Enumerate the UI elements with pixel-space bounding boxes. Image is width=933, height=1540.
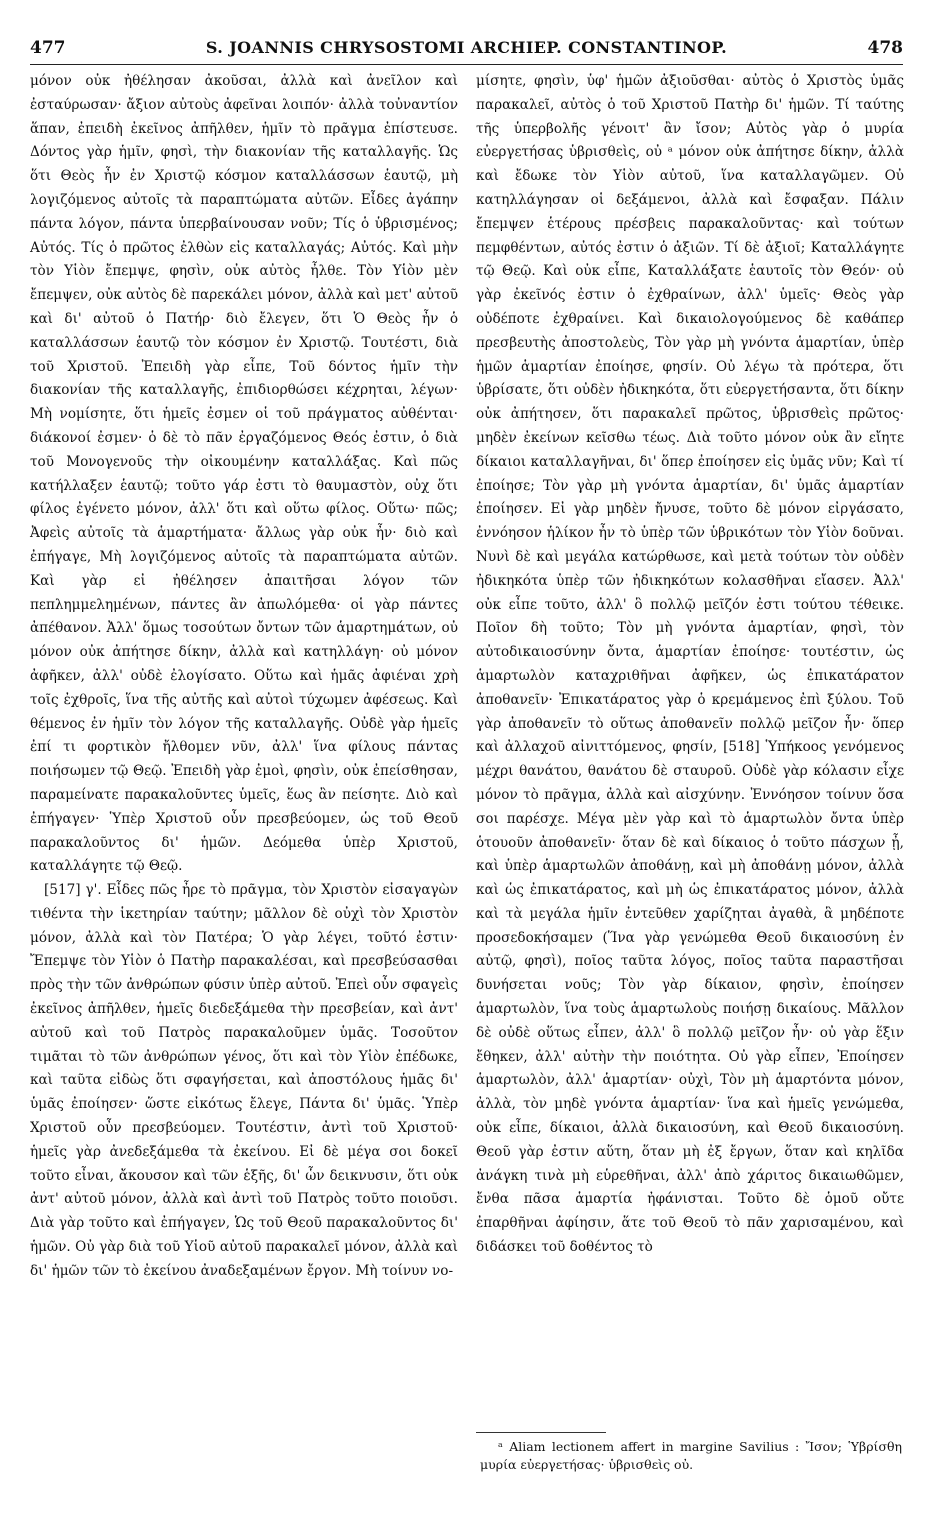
left-column [30, 70, 458, 1284]
footnote-rule [476, 1432, 606, 1433]
left-paragraph-2: [517] γ'. Εἶδες πῶς ἦρε τὸ πρᾶγμα, τὸν Χριστὸν εἰσαγαγὼν τιθέντα τὴν ἱκετηρίαν ταύτην; μᾶλλον δὲ οὐχὶ τὸν Χριστὸν μόνον, ἀλλὰ καὶ τὸν Πατέρα; Ὁ γὰρ λέγει, τοῦτό ἐστιν· Ἔπεμψε τὸν Υἱὸν ὁ Πατὴρ παρακαλέσαι, καὶ πρεσβεύσασθαι πρὸς τὴν τῶν ἀνθρώπων φύσιν ὑπὲρ αὐτοῦ. Ἐπεὶ οὖν σφαγεὶς ἐκεῖνος ἀπῆλθεν, ἡμεῖς διεδεξάμεθα τὴν πρεσβείαν, καὶ ἀντ' αὐτοῦ καὶ τοῦ Πατρὸς παρακαλοῦμεν ὑμᾶς. Τοσοῦτον τιμᾶται τὸ τῶν ἀνθρώπων γένος, ὅτι καὶ τὸν Υἱὸν ἐπέδωκε, καὶ ταῦτα εἰδὼς ὅτι σφαγήσεται, καὶ ἀποστόλους ἡμᾶς δι' ὑμᾶς ἐποίησεν· ὥστε εἰκότως ἔλεγε, Πάντα δι' ὑμᾶς. Ὑπὲρ Χριστοῦ οὖν πρεσβεύομεν. Τουτέστιν, ἀντὶ τοῦ Χριστοῦ· ἡμεῖς γὰρ ἀνεδεξάμεθα τὰ ἐκείνου. Εἰ δὲ μέγα σοι δοκεῖ τοῦτο εἶναι, ἄκουσον καὶ τῶν ἑξῆς, δι' ὧν δεικνυσιν, ὅτι οὐκ ἀντ' αὐτοῦ μόνον, ἀλλὰ καὶ ἀντὶ τοῦ Πατρὸς τοῦτο ποιοῦσι. Διὰ γὰρ τοῦτο καὶ ἐπήγαγεν, Ὡς τοῦ Θεοῦ παρακαλοῦντος δι' ἡμῶν. Οὐ γὰρ διὰ τοῦ Υἱοῦ αὐτοῦ παρακαλεῖ μόνον, ἀλλὰ καὶ δι' ἡμῶν τῶν τὸ ἐκείνου ἀναδεξαμένων ἔργον. Μὴ τοίνυν νο- [30, 882, 458, 1279]
right-column [476, 70, 904, 1260]
page-number-left: 477 [30, 38, 66, 58]
footnote-text: ᵃ Aliam lectionem affert in margine Savilius : Ἴσον; Ὑβρίσθη μυρία εὐεργετήσας· ὑβρισθεὶς οὐ. [480, 1439, 902, 1472]
left-paragraph-1: μόνον οὐκ ἠθέλησαν ἀκοῦσαι, ἀλλὰ καὶ ἀνεῖλον καὶ ἐσταύρωσαν· ἄξιον αὐτοὺς ἀφεῖναι λοιπόν· ἀλλὰ τοὐναντίον ἅπαν, ἐπειδὴ ἐκεῖνος ἀπῆλθεν, ἡμῖν τὸ πρᾶγμα ἐπίστευσε. Δόντος γὰρ ἡμῖν, φησὶ, τὴν διακονίαν τῆς καταλλαγῆς. Ὡς ὅτι Θεὸς ἦν ἐν Χριστῷ κόσμον καταλλάσσων ἑαυτῷ, μὴ λογιζόμενος αὐτοῖς τὰ παραπτώματα αὐτῶν. Εἶδες ἀγάπην πάντα λόγον, πάντα ὑπερβαίνουσαν νοῦν; Τίς ὁ ὑβρισμένος; Αὐτός. Τίς ὁ πρῶτος ἐλθὼν εἰς καταλλαγάς; Αὐτός. Καὶ μὴν τὸν Υἱὸν ἔπεμψε, φησὶν, οὐκ αὐτὸς ἦλθε. Τὸν Υἱὸν μὲν ἔπεμψεν, οὐκ αὐτὸς δὲ παρεκάλει μόνον, ἀλλὰ καὶ μετ' αὐτοῦ καὶ δι' αὐτοῦ ὁ Πατήρ· διὸ ἔλεγεν, ὅτι Ὁ Θεὸς ἦν ὁ καταλλάσσων ἑαυτῷ τὸν κόσμον ἐν Χριστῷ. Τουτέστι, διὰ τοῦ Χριστοῦ. Ἐπειδὴ γὰρ εἶπε, Τοῦ δόντος ἡμῖν τὴν διακονίαν τῆς καταλλαγῆς, ἐπιδιορθώσει κέχρηται, λέγων· Μὴ νομίσητε, ὅτι ἡμεῖς ἐσμεν οἱ τοῦ πράγματος αὐθένται· διάκονοί ἐσμεν· ὁ δὲ τὸ πᾶν ἐργαζόμενος Θεός ἐστιν, ὁ διὰ τοῦ Μονογενοῦς τὴν οἰκουμένην καταλλάξας. Καὶ πῶς κατήλλαξεν ἑαυτῷ; τοῦτο γάρ ἐστι τὸ θαυμαστὸν, οὐχ ὅτι φίλος ἐγένετο μόνον, ἀλλ' ὅτι καὶ οὕτω φίλος. Οὕτω· πῶς; Ἀφεὶς αὐτοῖς τὰ ἁμαρτήματα· ἄλλως γὰρ οὐκ ἦν· διὸ καὶ ἐπήγαγε, Μὴ λογιζόμενος αὐτοῖς τὰ παραπτώματα αὐτῶν. Καὶ γὰρ εἰ ἠθέλησεν ἀπαιτῆσαι λόγον τῶν πεπλημμελημένων, πάντες ἂν ἀπωλόμεθα· οἱ γὰρ πάντες ἀπέθανον. Ἀλλ' ὅμως τοσούτων ὄντων τῶν ἁμαρτημάτων, οὐ μόνον οὐκ ἀπήτησε δίκην, ἀλλὰ καὶ κατηλλάγη· οὐ μόνον ἀφῆκεν, ἀλλ' οὐδὲ ἐλογίσατο. Οὕτω καὶ ἡμᾶς ἀφιέναι χρὴ τοῖς ἐχθροῖς, ἵνα τῆς αὐτῆς καὶ αὐτοὶ τύχωμεν ἀφέσεως. Καὶ θέμενος ἐν ἡμῖν τὸν λόγον τῆς καταλλαγῆς. Οὐδὲ γὰρ ἡμεῖς ἐπί τι φορτικὸν ἤλθομεν νῦν, ἀλλ' ἵνα φίλους πάντας ποιήσωμεν τῷ Θεῷ. Ἐπειδὴ γὰρ ἐμοὶ, φησὶν, οὐκ ἐπείσθησαν, παραμείνατε παρακαλοῦντες ὑμεῖς, ἕως ἂν πείσητε. Διὸ καὶ ἐπήγαγεν· Ὑπὲρ Χριστοῦ οὖν πρεσβεύομεν, ὡς τοῦ Θεοῦ παρακαλοῦντος δι' ἡμῶν. Δεόμεθα ὑπὲρ Χριστοῦ, καταλλάγητε τῷ Θεῷ. [30, 73, 458, 875]
running-title: S. JOANNIS CHRYSOSTOMI ARCHIEP. CONSTANTINOP. [205, 38, 728, 57]
page-header [30, 34, 903, 65]
right-paragraph-1: μίσητε, φησὶν, ὑφ' ἡμῶν ἀξιοῦσθαι· αὐτὸς ὁ Χριστὸς ὑμᾶς παρακαλεῖ, αὐτὸς ὁ τοῦ Χριστοῦ Πατὴρ δι' ἡμῶν. Τί ταύτης τῆς ὑπερβολῆς γένοιτ' ἂν ἴσον; Αὐτὸς γὰρ ὁ μυρία εὐεργετήσας ὑβρισθεὶς, οὐ ᵃ μόνον οὐκ ἀπήτησε δίκην, ἀλλὰ καὶ ἔδωκε τὸν Υἱὸν αὐτοῦ, ἵνα καταλλαγῶμεν. Οὐ κατηλλάγησαν οἱ δεξάμενοι, ἀλλὰ καὶ ἔσφαξαν. Πάλιν ἔπεμψεν ἑτέρους πρέσβεις παρακαλοῦντας· καὶ τούτων πεμφθέντων, αὐτός ἐστιν ὁ ἀξιῶν. Τί δὲ ἀξιοῖ; Καταλλάγητε τῷ Θεῷ. Καὶ οὐκ εἶπε, Καταλλάξατε ἑαυτοῖς τὸν Θεόν· οὐ γὰρ ἐκεῖνός ἐστιν ὁ ἐχθραίνων, ἀλλ' ὑμεῖς· Θεὸς γὰρ οὐδέποτε ἐχθραίνει. Καὶ δικαιολογούμενος δὲ καθάπερ πρεσβευτὴς ἀποστολεὺς, Τὸν γὰρ μὴ γνόντα ἁμαρτίαν, ὑπὲρ ἡμῶν ἁμαρτίαν ἐποίησε, φησίν. Οὐ λέγω τὰ πρότερα, ὅτι ὑβρίσατε, ὅτι οὐδὲν ἠδικηκότα, ὅτι εὐεργετήσαντα, ὅτι δίκην οὐκ ἀπήτησεν, ὅτι παρακαλεῖ πρῶτος, ὑβρισθεὶς πρῶτος· μηδὲν ἐκείνων κεῖσθω τέως. Διὰ τοῦτο μόνον οὐκ ἂν εἴητε δίκαιοι καταλλαγῆναι, δι' ὅπερ ἐποίησεν εἰς ὑμᾶς νῦν; Καὶ τί ἐποίησε; Τὸν γὰρ μὴ γνόντα ἁμαρτίαν, δι' ὑμᾶς ἁμαρτίαν ἐποίησεν. Εἰ γὰρ μηδὲν ἤνυσε, τοῦτο δὲ μόνον εἰργάσατο, ἐννόησον ἡλίκον ἦν τὸ ὑπὲρ τῶν ὑβρικότων τὸν Υἱὸν δοῦναι. Νυνὶ δὲ καὶ μεγάλα κατώρθωσε, καὶ μετὰ τούτων τὸν οὐδὲν ἠδικηκότα ὑπὲρ τῶν ἠδικηκότων κολασθῆναι εἴασεν. Ἀλλ' οὐκ εἶπε τοῦτο, ἀλλ' ὃ πολλῷ μεῖζόν ἐστι τούτου τέθεικε. Ποῖον δὴ τοῦτο; Τὸν μὴ γνόντα ἁμαρτίαν, φησὶ, τὸν αὐτοδικαιοσύνην ὄντα, ἁμαρτίαν ἐποίησε· τουτέστιν, ὡς ἁμαρτωλὸν καταχριθῆναι ἀφῆκεν, ὡς ἐπικατάρατον ἀποθανεῖν· Ἐπικατάρατος γὰρ ὁ κρεμάμενος ἐπὶ ξύλου. Τοῦ γὰρ ἀποθανεῖν τὸ οὕτως ἀποθανεῖν πολλῷ μεῖζον ἦν· ὅπερ καὶ ἀλλαχοῦ αἰνιττόμενος, φησίν, [518] Ὑπήκοος γενόμενος μέχρι θανάτου, θανάτου δὲ σταυροῦ. Οὐδὲ γὰρ κόλασιν εἶχε μόνον τὸ πρᾶγμα, ἀλλὰ καὶ αἰσχύνην. Ἐννόησον τοίνυν ὅσα σοι παρέσχε. Μέγα μὲν γὰρ καὶ τὸ ἁμαρτωλὸν ὄντα ὑπὲρ ὁτουοῦν ἀποθανεῖν· ὅταν δὲ καὶ δίκαιος ὁ τοῦτο πάσχων ᾖ, καὶ ὑπὲρ ἁμαρτωλῶν ἀποθάνῃ, καὶ μὴ ἀποθάνῃ μόνον, ἀλλὰ καὶ ὡς ἐπικατάρατος, καὶ μὴ ὡς ἐπικατάρατος μόνον, ἀλλὰ καὶ τὰ μεγάλα ἡμῖν ἐντεῦθεν χαρίζηται ἀγαθὰ, ἃ μηδέποτε προσεδοκήσαμεν (Ἵνα γὰρ γενώμεθα Θεοῦ δικαιοσύνη ἐν αὐτῷ, φησὶ), ποῖος ταῦτα λόγος, ποῖος ταῦτα παραστῆσαι δυνήσεται νοῦς; Τὸν γὰρ δίκαιον, φησὶν, ἐποίησεν ἁμαρτωλὸν, ἵνα τοὺς ἁμαρτωλοὺς ποιήσῃ δικαίους. Μᾶλλον δὲ οὐδὲ οὕτως εἶπεν, ἀλλ' ὃ πολλῷ μεῖζον ἦν· οὐ γὰρ ἕξιν ἔθηκεν, ἀλλ' αὐτὴν τὴν ποιότητα. Οὐ γὰρ εἶπεν, Ἐποίησεν ἁμαρτωλὸν, ἀλλ' ἁμαρτίαν· οὐχὶ, Τὸν μὴ ἁμαρτόντα μόνον, ἀλλὰ, τὸν μηδὲ γνόντα ἁμαρτίαν· ἵνα καὶ ἡμεῖς γενώμεθα, οὐκ εἶπε, δίκαιοι, ἀλλὰ δικαιοσύνη, καὶ Θεοῦ δικαιοσύνη. Θεοῦ γὰρ ἐστιν αὕτη, ὅταν μὴ ἐξ ἔργων, ὅταν καὶ κηλῖδα ἀνάγκη τινὰ μὴ εὑρεθῆναι, ἀλλ' ἀπὸ χάριτος δικαιωθῶμεν, ἔνθα πᾶσα ἁμαρτία ἠφάνισται. Τοῦτο δὲ ὁμοῦ οὔτε ἐπαρθῆναι ἀφίησιν, ἅτε τοῦ Θεοῦ τὸ πᾶν χαρισαμένου, καὶ διδάσκει τοῦ δοθέντος τὸ [476, 73, 904, 1256]
footnote [480, 1438, 902, 1474]
page-number-right: 478 [867, 38, 903, 58]
